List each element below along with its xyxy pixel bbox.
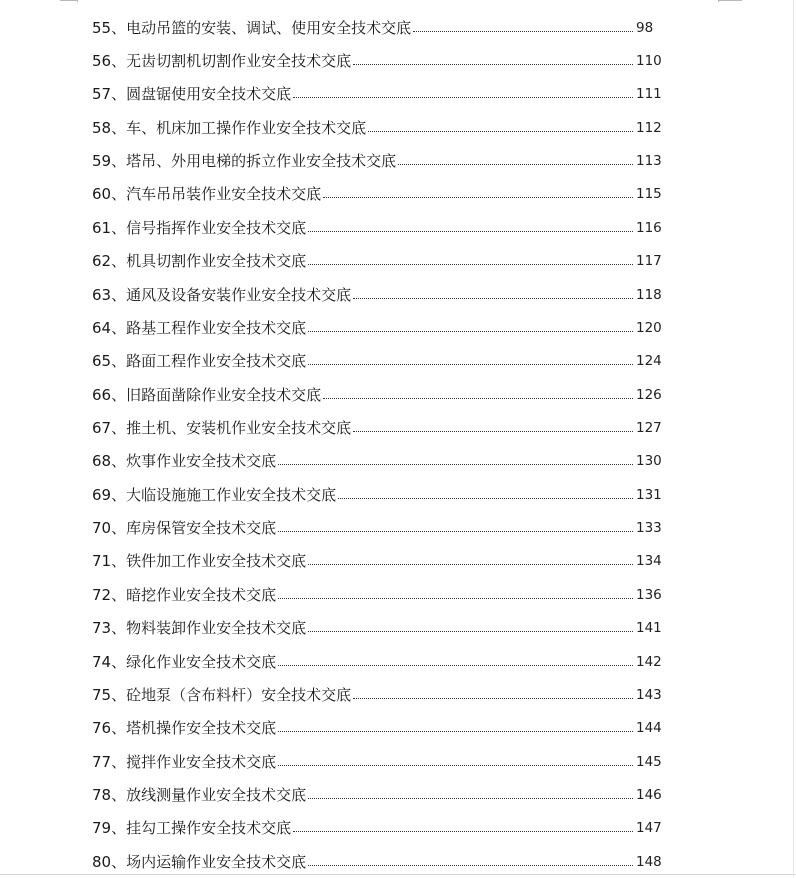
toc-dot-leader: [278, 463, 633, 465]
crop-mark-top-left: [60, 0, 78, 2]
toc-entry-title: 圆盘锯使用安全技术交底: [126, 85, 292, 104]
toc-dot-leader: [323, 397, 633, 399]
toc-entry-page: 148: [636, 853, 662, 870]
toc-entry[interactable]: [92, 511, 662, 544]
toc-entry-title: 绿化作业安全技术交底: [126, 652, 277, 671]
toc-dot-leader: [413, 30, 633, 32]
toc-entry-page: 133: [636, 520, 662, 537]
toc-entry-title: 路基工程作业安全技术交底: [126, 318, 307, 337]
toc-entry-page: 112: [636, 119, 662, 136]
toc-entry[interactable]: [92, 144, 662, 177]
toc-entry-page: 115: [636, 186, 662, 203]
toc-entry-title: 库房保管安全技术交底: [126, 519, 277, 538]
crop-mark-top-right-tick: [718, 0, 720, 2]
toc-entry-number: 56、: [92, 52, 127, 71]
toc-entry[interactable]: [92, 345, 662, 378]
toc-entry[interactable]: [92, 378, 662, 411]
toc-entry-title: 塔吊、外用电梯的拆立作业安全技术交底: [126, 152, 397, 171]
toc-entry-page: 144: [636, 720, 662, 737]
toc-entry-number: 57、: [92, 85, 127, 104]
toc-dot-leader: [353, 63, 633, 65]
toc-entry-page: 113: [636, 153, 662, 170]
toc-dot-leader: [278, 664, 633, 666]
toc-entry-number: 74、: [92, 652, 127, 671]
toc-dot-leader: [308, 363, 633, 365]
toc-entry[interactable]: [92, 578, 662, 611]
toc-entry[interactable]: [92, 745, 662, 778]
toc-entry-number: 64、: [92, 318, 127, 337]
toc-entry[interactable]: [92, 178, 662, 211]
toc-entry-title: 路面工程作业安全技术交底: [126, 352, 307, 371]
table-of-contents: [92, 11, 662, 878]
toc-entry-page: 131: [636, 486, 662, 503]
toc-entry-number: 75、: [92, 685, 127, 704]
toc-entry-page: 117: [636, 253, 662, 270]
toc-entry-title: 挂勾工操作安全技术交底: [126, 819, 292, 838]
toc-entry[interactable]: [92, 278, 662, 311]
toc-entry-title: 车、机床加工操作作业安全技术交底: [126, 118, 367, 137]
toc-entry[interactable]: [92, 678, 662, 711]
toc-entry-number: 58、: [92, 118, 127, 137]
toc-entry-page: 145: [636, 753, 662, 770]
toc-entry-page: 124: [636, 353, 662, 370]
toc-entry[interactable]: [92, 111, 662, 144]
toc-entry[interactable]: [92, 812, 662, 845]
toc-entry-title: 场内运输作业安全技术交底: [126, 852, 307, 871]
toc-entry-title: 物料装卸作业安全技术交底: [126, 619, 307, 638]
toc-entry[interactable]: [92, 411, 662, 444]
toc-entry-page: 120: [636, 319, 662, 336]
toc-entry-title: 电动吊篮的安装、调试、使用安全技术交底: [126, 18, 412, 37]
toc-entry-title: 旧路面凿除作业安全技术交底: [126, 385, 322, 404]
page-right-edge: [793, 0, 794, 877]
toc-dot-leader: [293, 830, 633, 832]
toc-entry-number: 77、: [92, 752, 127, 771]
toc-entry[interactable]: [92, 845, 662, 878]
toc-entry-title: 放线测量作业安全技术交底: [126, 785, 307, 804]
toc-entry-number: 66、: [92, 385, 127, 404]
toc-dot-leader: [323, 196, 633, 198]
toc-entry-title: 炊事作业安全技术交底: [126, 452, 277, 471]
toc-dot-leader: [308, 563, 633, 565]
toc-entry-page: 146: [636, 786, 662, 803]
toc-entry-title: 暗挖作业安全技术交底: [126, 585, 277, 604]
toc-entry-number: 68、: [92, 452, 127, 471]
toc-entry-page: 136: [636, 586, 662, 603]
toc-dot-leader: [308, 230, 633, 232]
toc-dot-leader: [308, 263, 633, 265]
toc-entry[interactable]: [92, 245, 662, 278]
toc-entry-page: 126: [636, 386, 662, 403]
toc-entry-title: 塔机操作安全技术交底: [126, 719, 277, 738]
toc-dot-leader: [308, 797, 633, 799]
toc-entry-number: 62、: [92, 252, 127, 271]
toc-entry-number: 76、: [92, 719, 127, 738]
toc-entry[interactable]: [92, 78, 662, 111]
toc-entry-title: 汽车吊吊装作业安全技术交底: [126, 185, 322, 204]
toc-entry-number: 70、: [92, 519, 127, 538]
toc-entry-title: 大临设施施工作业安全技术交底: [126, 485, 337, 504]
toc-entry-number: 79、: [92, 819, 127, 838]
toc-entry[interactable]: [92, 311, 662, 344]
toc-entry-title: 无齿切割机切割作业安全技术交底: [126, 52, 352, 71]
toc-dot-leader: [308, 864, 633, 866]
toc-dot-leader: [278, 530, 633, 532]
toc-entry-number: 55、: [92, 18, 127, 37]
toc-entry-number: 72、: [92, 585, 127, 604]
toc-entry-number: 63、: [92, 285, 127, 304]
toc-entry-title: 推土机、安装机作业安全技术交底: [126, 418, 352, 437]
toc-entry-number: 60、: [92, 185, 127, 204]
toc-entry-title: 信号指挥作业安全技术交底: [126, 218, 307, 237]
toc-dot-leader: [293, 96, 633, 98]
toc-entry-number: 73、: [92, 619, 127, 638]
toc-entry-page: 118: [636, 286, 662, 303]
toc-entry-number: 78、: [92, 785, 127, 804]
toc-dot-leader: [353, 697, 633, 699]
toc-entry[interactable]: [92, 211, 662, 244]
toc-dot-leader: [368, 130, 633, 132]
toc-dot-leader: [398, 163, 633, 165]
toc-dot-leader: [338, 497, 633, 499]
toc-entry-page: 116: [636, 219, 662, 236]
toc-dot-leader: [308, 330, 633, 332]
toc-dot-leader: [278, 597, 633, 599]
toc-entry-page: 143: [636, 686, 662, 703]
toc-entry[interactable]: [92, 44, 662, 77]
toc-dot-leader: [353, 430, 633, 432]
toc-dot-leader: [278, 764, 633, 766]
toc-entry-page: 127: [636, 419, 662, 436]
toc-entry-page: 111: [636, 86, 662, 103]
crop-mark-top-right: [718, 0, 742, 2]
toc-dot-leader: [308, 630, 633, 632]
toc-entry[interactable]: [92, 712, 662, 745]
toc-entry[interactable]: [92, 478, 662, 511]
toc-entry-number: 69、: [92, 485, 127, 504]
toc-entry-number: 61、: [92, 218, 127, 237]
toc-entry-number: 80、: [92, 852, 127, 871]
toc-entry-title: 砼地泵（含布料杆）安全技术交底: [126, 685, 352, 704]
crop-mark-top-left-tick: [77, 0, 79, 2]
toc-entry-page: 98: [636, 19, 654, 36]
toc-entry-number: 65、: [92, 352, 127, 371]
toc-dot-leader: [278, 730, 633, 732]
toc-entry-page: 141: [636, 620, 662, 637]
toc-entry[interactable]: [92, 645, 662, 678]
toc-entry-page: 134: [636, 553, 662, 570]
toc-entry-title: 铁件加工作业安全技术交底: [126, 552, 307, 571]
toc-entry-title: 通风及设备安装作业安全技术交底: [126, 285, 352, 304]
toc-entry[interactable]: [92, 778, 662, 811]
toc-entry-number: 71、: [92, 552, 127, 571]
toc-entry-page: 130: [636, 453, 662, 470]
toc-entry-page: 110: [636, 53, 662, 70]
toc-entry-title: 搅拌作业安全技术交底: [126, 752, 277, 771]
toc-entry-page: 147: [636, 820, 662, 837]
toc-entry-number: 67、: [92, 418, 127, 437]
toc-entry-page: 142: [636, 653, 662, 670]
toc-entry[interactable]: [92, 545, 662, 578]
toc-entry[interactable]: [92, 611, 662, 644]
toc-entry-title: 机具切割作业安全技术交底: [126, 252, 307, 271]
toc-entry-number: 59、: [92, 152, 127, 171]
toc-entry[interactable]: [92, 445, 662, 478]
toc-dot-leader: [353, 297, 633, 299]
toc-entry[interactable]: [92, 11, 662, 44]
